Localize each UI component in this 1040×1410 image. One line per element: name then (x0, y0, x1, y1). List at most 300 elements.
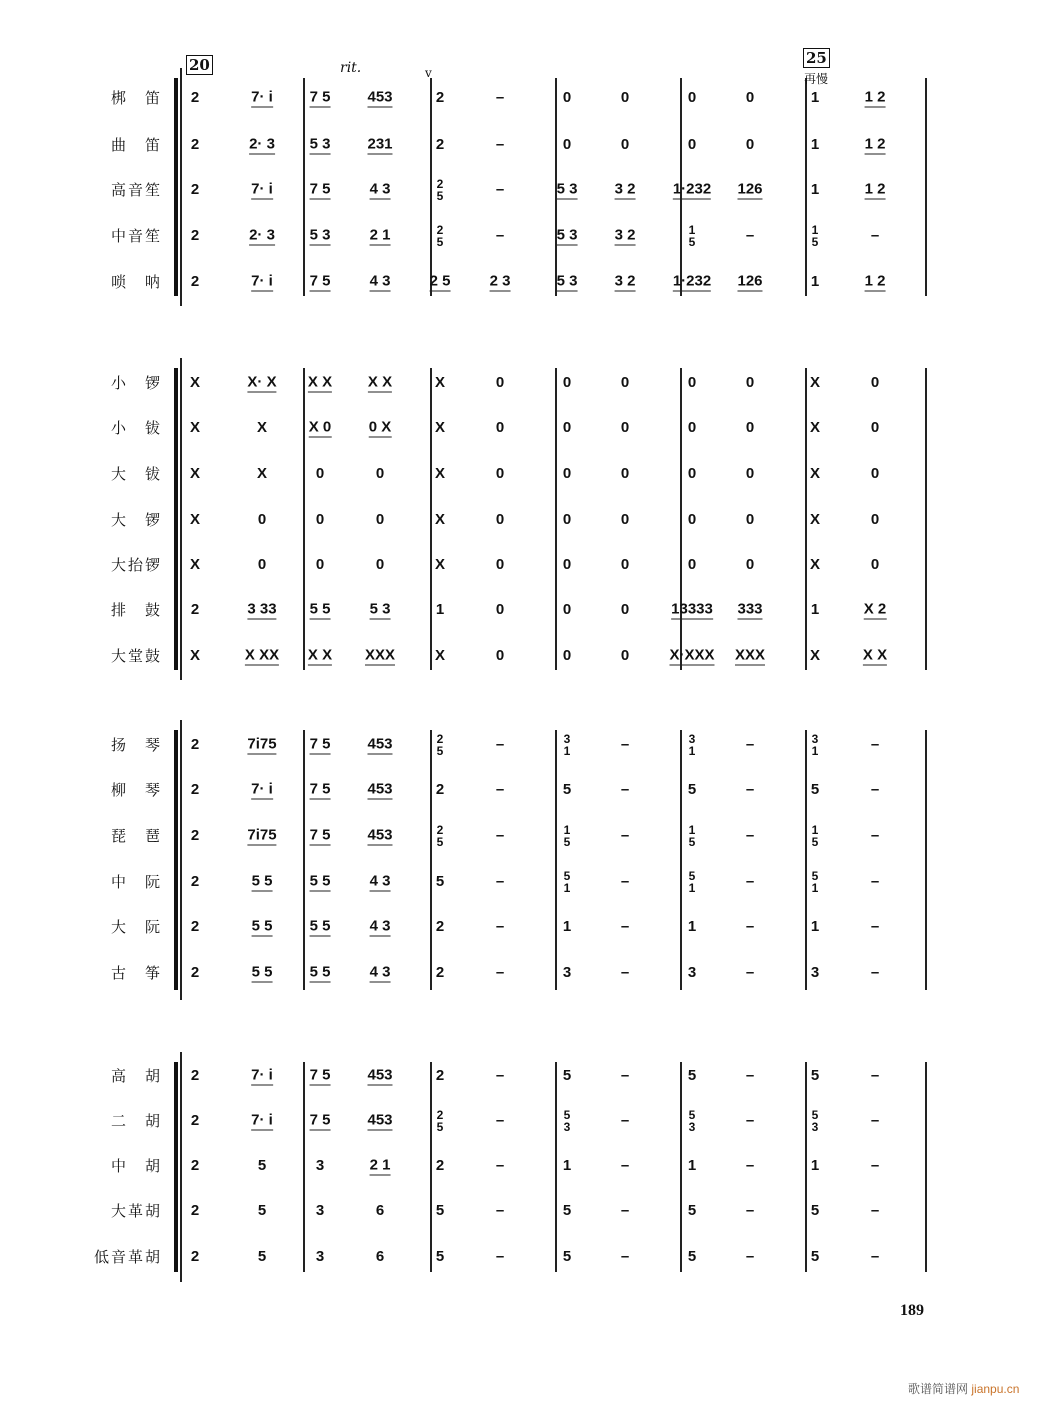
note-cell: 2 (435, 918, 445, 935)
stacked-note: 5 (688, 1108, 696, 1122)
barline (555, 368, 557, 670)
instrument-label: 曲 笛 (110, 136, 162, 154)
note-cell: 7 5 (309, 780, 331, 798)
note-cell: 453 (367, 1111, 393, 1129)
note-cell: 0 (745, 511, 755, 528)
note-cell: 2 (190, 89, 200, 106)
stacked-note: 1 (563, 823, 571, 837)
note-cell: 0 (562, 89, 572, 106)
note-cell (437, 178, 444, 202)
note-cell: 126 (737, 180, 763, 198)
instrument-label: 古 筝 (110, 964, 162, 982)
note-cell: 1 (687, 1157, 697, 1174)
note-cell: 453 (367, 88, 393, 106)
note-cell: 7i75 (247, 735, 277, 753)
note-cell: 0 (620, 374, 630, 391)
note-cell (689, 1109, 696, 1133)
note-cell (689, 824, 696, 848)
note-cell (689, 224, 696, 248)
note-cell: X (434, 511, 446, 528)
note-cell: 4 3 (369, 963, 391, 981)
note-cell: 7· i (251, 272, 273, 290)
note-cell (812, 224, 819, 248)
note-cell: – (495, 227, 505, 244)
stacked-note: 1 (811, 823, 819, 837)
system-bracket-thin (180, 720, 182, 1000)
note-cell: 0 (620, 465, 630, 482)
stacked-note: 5 (436, 744, 444, 758)
note-cell: X (809, 374, 821, 391)
barline (805, 1062, 807, 1272)
note-cell: X (434, 556, 446, 573)
note-cell: 0 (687, 556, 697, 573)
note-cell: X (256, 419, 268, 436)
note-cell (812, 1109, 819, 1133)
note-cell (564, 733, 571, 757)
note-cell: 5 (562, 1248, 572, 1265)
note-cell: X (809, 419, 821, 436)
note-cell: 2 (190, 1157, 200, 1174)
note-cell: 5 (810, 781, 820, 798)
instrument-label: 高 胡 (110, 1067, 162, 1085)
note-cell: 0 (315, 511, 325, 528)
note-cell: 0 (870, 511, 880, 528)
note-cell: 1·232 (672, 180, 712, 198)
note-cell: – (495, 918, 505, 935)
stacked-note: 2 (436, 732, 444, 746)
note-cell: 5 (562, 781, 572, 798)
note-cell: X X (307, 373, 333, 391)
instrument-label: 唢 呐 (110, 273, 162, 291)
note-cell: 0 (375, 465, 385, 482)
page-number: 189 (900, 1302, 924, 1319)
stacked-note: 5 (811, 835, 819, 849)
barline (925, 78, 927, 296)
rehearsal-mark-20: 20 (186, 55, 213, 75)
note-cell: 5 (257, 1157, 267, 1174)
note-cell: 2 (435, 89, 445, 106)
barline (430, 78, 432, 296)
note-cell: – (870, 964, 880, 981)
note-cell: X X (862, 646, 888, 664)
note-cell: – (745, 918, 755, 935)
note-cell: 4 3 (369, 872, 391, 890)
note-cell: 3 2 (614, 272, 636, 290)
note-cell: 3 (315, 1157, 325, 1174)
note-cell: X XX (244, 646, 280, 664)
note-cell: 7i75 (247, 826, 277, 844)
stacked-note: 5 (563, 835, 571, 849)
note-cell: 2 5 (429, 272, 451, 290)
note-cell: X (189, 647, 201, 664)
note-cell: 1 2 (864, 180, 886, 198)
note-cell: X (809, 511, 821, 528)
note-cell: – (620, 1202, 630, 1219)
note-cell: 1 (435, 601, 445, 618)
system-bracket-thin (180, 68, 182, 306)
note-cell: – (620, 736, 630, 753)
stacked-note: 5 (436, 189, 444, 203)
barline (555, 730, 557, 990)
stacked-note: 5 (688, 835, 696, 849)
system-bracket (174, 730, 178, 990)
note-cell: – (870, 1202, 880, 1219)
barline (680, 730, 682, 990)
barline (805, 730, 807, 990)
note-cell: 5 (435, 873, 445, 890)
note-cell: – (870, 736, 880, 753)
note-cell: 5 (435, 1248, 445, 1265)
note-cell: 3 2 (614, 226, 636, 244)
stacked-note: 1 (811, 881, 819, 895)
stacked-note: 1 (688, 223, 696, 237)
stacked-note: 5 (563, 869, 571, 883)
stacked-note: 2 (436, 823, 444, 837)
note-cell: – (620, 964, 630, 981)
instrument-label: 中 阮 (110, 873, 162, 891)
note-cell: 1 2 (864, 88, 886, 106)
note-cell: X (434, 374, 446, 391)
note-cell: 2 (190, 227, 200, 244)
note-cell: 333 (737, 600, 763, 618)
stacked-note: 1 (688, 744, 696, 758)
note-cell: 2 (190, 736, 200, 753)
note-cell: 0 (620, 136, 630, 153)
note-cell: – (870, 1248, 880, 1265)
note-cell: 2 (435, 781, 445, 798)
note-cell: 0 (375, 511, 385, 528)
note-cell: 2 (190, 1112, 200, 1129)
instrument-label: 大堂鼓 (110, 647, 162, 665)
note-cell: 0 (870, 465, 880, 482)
note-cell: – (745, 1067, 755, 1084)
note-cell: 5 3 (309, 135, 331, 153)
note-cell: 6 (375, 1248, 385, 1265)
note-cell: 5 5 (309, 917, 331, 935)
note-cell: 1 (810, 601, 820, 618)
note-cell (564, 1109, 571, 1133)
note-cell: 5 3 (556, 180, 578, 198)
note-cell: 0 (620, 419, 630, 436)
note-cell: 0 (870, 374, 880, 391)
watermark-cn: 歌谱简谱网 (908, 1382, 969, 1396)
note-cell: 5 5 (309, 600, 331, 618)
note-cell: 4 3 (369, 272, 391, 290)
note-cell: 0 (562, 136, 572, 153)
note-cell: 1 (810, 1157, 820, 1174)
note-cell: 0 (315, 556, 325, 573)
note-cell: 1·232 (672, 272, 712, 290)
barline (925, 368, 927, 670)
note-cell: 1 2 (864, 272, 886, 290)
stacked-note: 5 (436, 835, 444, 849)
note-cell: 5 (687, 1202, 697, 1219)
instrument-label: 排 鼓 (110, 601, 162, 619)
note-cell: 0 (495, 601, 505, 618)
note-cell: 5 3 (309, 226, 331, 244)
note-cell: 2 (190, 918, 200, 935)
note-cell: 2 (190, 136, 200, 153)
note-cell: 453 (367, 735, 393, 753)
note-cell: – (870, 827, 880, 844)
note-cell: X (189, 511, 201, 528)
note-cell: XXX (364, 646, 396, 664)
note-cell: X X (367, 373, 393, 391)
note-cell: 0 (687, 465, 697, 482)
note-cell: 0 (620, 89, 630, 106)
note-cell: 1 (810, 136, 820, 153)
note-cell: 0 (687, 89, 697, 106)
note-cell: 3 (810, 964, 820, 981)
note-cell: 2 (190, 601, 200, 618)
instrument-label: 低音革胡 (93, 1248, 162, 1266)
instrument-label: 大 阮 (110, 918, 162, 936)
note-cell: 5 3 (369, 600, 391, 618)
note-cell: 0 (562, 647, 572, 664)
note-cell: – (745, 736, 755, 753)
note-cell: X (189, 374, 201, 391)
note-cell: 5 (562, 1067, 572, 1084)
barline (680, 368, 682, 670)
note-cell: 0 (870, 419, 880, 436)
note-cell: 7· i (251, 780, 273, 798)
note-cell (437, 1109, 444, 1133)
note-cell: 5 5 (309, 963, 331, 981)
stacked-note: 2 (436, 1108, 444, 1122)
note-cell: XXX (734, 646, 766, 664)
note-cell: 1 (562, 918, 572, 935)
note-cell: 0 (562, 465, 572, 482)
note-cell: – (870, 1157, 880, 1174)
instrument-label: 柳 琴 (110, 781, 162, 799)
note-cell: 1 (810, 918, 820, 935)
note-cell: – (495, 827, 505, 844)
note-cell: 0 (687, 136, 697, 153)
note-cell: X (809, 647, 821, 664)
instrument-label: 小 锣 (110, 374, 162, 392)
note-cell: – (495, 136, 505, 153)
note-cell: 7· i (251, 88, 273, 106)
note-cell: 0 (687, 419, 697, 436)
note-cell: – (495, 89, 505, 106)
note-cell: 0 (562, 419, 572, 436)
note-cell: – (495, 181, 505, 198)
stacked-note: 1 (811, 223, 819, 237)
stacked-note: 1 (688, 881, 696, 895)
note-cell: – (620, 918, 630, 935)
note-cell (437, 733, 444, 757)
note-cell: 7 5 (309, 88, 331, 106)
note-cell: 5 (687, 781, 697, 798)
note-cell: X (809, 465, 821, 482)
note-cell: 0 (257, 556, 267, 573)
stacked-note: 2 (436, 223, 444, 237)
note-cell: – (620, 827, 630, 844)
note-cell: – (870, 918, 880, 935)
note-cell: 5 (810, 1067, 820, 1084)
note-cell: 5 (687, 1067, 697, 1084)
note-cell: 0 (495, 556, 505, 573)
barline (925, 730, 927, 990)
barline (430, 1062, 432, 1272)
stacked-note: 3 (563, 732, 571, 746)
note-cell: – (620, 1112, 630, 1129)
note-cell: 2 (435, 964, 445, 981)
note-cell: X (434, 419, 446, 436)
instrument-label: 中 胡 (110, 1157, 162, 1175)
rehearsal-mark-25: 25 (803, 48, 830, 68)
note-cell: X· X (247, 373, 277, 391)
note-cell: 0 (562, 556, 572, 573)
note-cell: 7 5 (309, 272, 331, 290)
note-cell: 2 3 (489, 272, 511, 290)
note-cell: 4 3 (369, 180, 391, 198)
stacked-note: 2 (436, 177, 444, 191)
stacked-note: 3 (811, 1120, 819, 1134)
note-cell: X X (307, 646, 333, 664)
note-cell: 2 (190, 273, 200, 290)
note-cell: – (870, 1067, 880, 1084)
note-cell: – (745, 1112, 755, 1129)
note-cell: 5 3 (556, 272, 578, 290)
note-cell: 5 5 (251, 963, 273, 981)
note-cell: – (745, 873, 755, 890)
note-cell: 5 (810, 1202, 820, 1219)
note-cell: 3 2 (614, 180, 636, 198)
tempo-mark-rit: rit. (340, 60, 362, 76)
system-bracket (174, 78, 178, 296)
note-cell: 7· i (251, 180, 273, 198)
note-cell: 0 (495, 511, 505, 528)
note-cell: 7· i (251, 1066, 273, 1084)
note-cell: – (745, 1248, 755, 1265)
note-cell: – (495, 736, 505, 753)
stacked-note: 3 (688, 1120, 696, 1134)
note-cell: 2 (190, 964, 200, 981)
note-cell: X (809, 556, 821, 573)
note-cell: 6 (375, 1202, 385, 1219)
note-cell: 0 (620, 601, 630, 618)
note-cell: 5 3 (556, 226, 578, 244)
barline (555, 1062, 557, 1272)
note-cell: 5 (435, 1202, 445, 1219)
note-cell: – (870, 1112, 880, 1129)
barline (303, 1062, 305, 1272)
barline (303, 730, 305, 990)
note-cell: 2 1 (369, 1156, 391, 1174)
note-cell: 7 5 (309, 735, 331, 753)
note-cell: 5 (687, 1248, 697, 1265)
note-cell: 453 (367, 826, 393, 844)
note-cell: 2 (190, 181, 200, 198)
barline (805, 78, 807, 296)
note-cell: 0 (620, 556, 630, 573)
stacked-note: 5 (811, 235, 819, 249)
stacked-note: 5 (688, 869, 696, 883)
note-cell: 2 (190, 781, 200, 798)
note-cell: X 0 (308, 418, 332, 436)
note-cell: 453 (367, 1066, 393, 1084)
note-cell: – (495, 1112, 505, 1129)
instrument-label: 二 胡 (110, 1112, 162, 1130)
note-cell: – (620, 781, 630, 798)
note-cell: 5 (810, 1248, 820, 1265)
note-cell: 0 (745, 419, 755, 436)
note-cell: 0 (745, 89, 755, 106)
note-cell: 2 (435, 1067, 445, 1084)
note-cell: 5 (562, 1202, 572, 1219)
system-bracket (174, 1062, 178, 1272)
note-cell: 3 (315, 1248, 325, 1265)
note-cell: – (620, 873, 630, 890)
note-cell: 0 (745, 374, 755, 391)
note-cell: 2· 3 (249, 226, 275, 244)
note-cell: 7 5 (309, 180, 331, 198)
note-cell: – (495, 873, 505, 890)
note-cell: 3 (315, 1202, 325, 1219)
note-cell: – (620, 1157, 630, 1174)
instrument-label: 小 钹 (110, 419, 162, 437)
note-cell: X (256, 465, 268, 482)
note-cell: X (189, 465, 201, 482)
note-cell: 0 (495, 374, 505, 391)
barline (303, 78, 305, 296)
note-cell: – (745, 827, 755, 844)
note-cell: 2 (190, 1067, 200, 1084)
note-cell: 1 2 (864, 135, 886, 153)
note-cell: X 2 (863, 600, 887, 618)
system-bracket-thin (180, 358, 182, 680)
note-cell: – (620, 1248, 630, 1265)
note-cell: 2 (190, 827, 200, 844)
note-cell (812, 870, 819, 894)
barline (430, 368, 432, 670)
instrument-label: 中音笙 (110, 227, 162, 245)
note-cell (564, 870, 571, 894)
note-cell: 7· i (251, 1111, 273, 1129)
instrument-label: 大革胡 (110, 1202, 162, 1220)
note-cell: 2 (190, 1202, 200, 1219)
instrument-label: 大 锣 (110, 511, 162, 529)
note-cell: – (495, 1157, 505, 1174)
note-cell: – (870, 227, 880, 244)
breath-mark: v (425, 66, 432, 80)
note-cell (437, 824, 444, 848)
note-cell: 7 5 (309, 1066, 331, 1084)
note-cell (689, 870, 696, 894)
note-cell: X (434, 465, 446, 482)
note-cell: 231 (367, 135, 393, 153)
note-cell: – (745, 1202, 755, 1219)
stacked-note: 5 (563, 1108, 571, 1122)
stacked-note: 5 (688, 235, 696, 249)
note-cell: 0 (745, 556, 755, 573)
note-cell: 5 (257, 1248, 267, 1265)
watermark-en: jianpu.cn (971, 1382, 1020, 1396)
note-cell: 0 (257, 511, 267, 528)
note-cell: – (495, 1248, 505, 1265)
note-cell: – (870, 781, 880, 798)
note-cell: 7 5 (309, 826, 331, 844)
system-bracket-thin (180, 1052, 182, 1282)
stacked-note: 1 (688, 823, 696, 837)
note-cell: – (620, 1067, 630, 1084)
stacked-note: 5 (811, 1108, 819, 1122)
note-cell: 3 33 (247, 600, 277, 618)
stacked-note: 5 (436, 1120, 444, 1134)
note-cell: – (745, 781, 755, 798)
note-cell: 1 (810, 273, 820, 290)
